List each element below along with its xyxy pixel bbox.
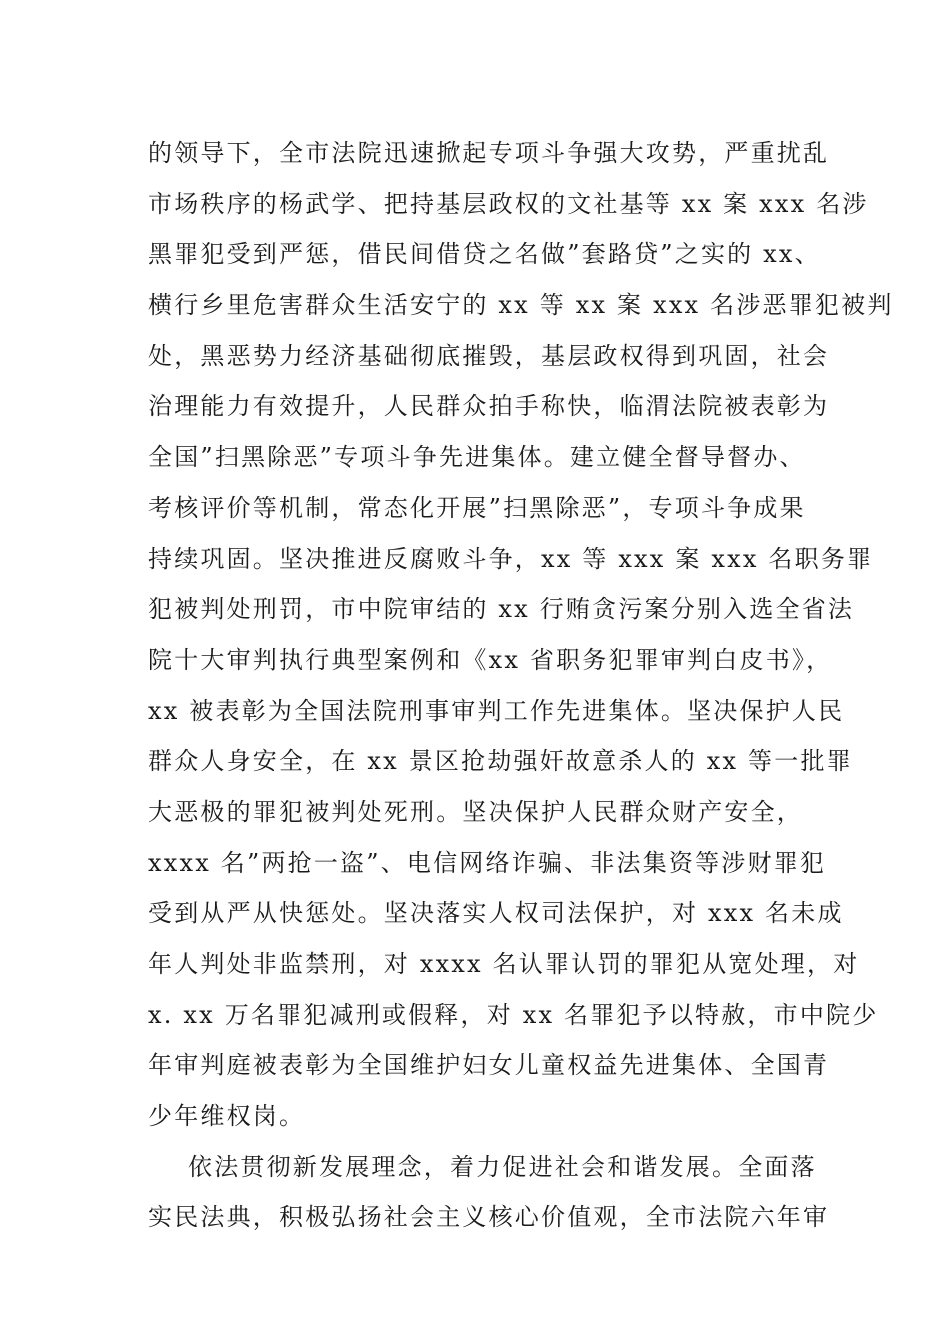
text-line: 大恶极的罪犯被判处死刑。坚决保护人民群众财产安全， xyxy=(148,797,803,826)
text-line: 横行乡里危害群众生活安宁的 xx 等 xx 案 xxx 名涉恶罪犯被判 xyxy=(148,291,894,320)
text-line: 年审判庭被表彰为全国维护妇女儿童权益先进集体、全国青 xyxy=(148,1051,830,1080)
text-line: 黑罪犯受到严惩，借民间借贷之名做”套路贷”之实的 xx、 xyxy=(148,240,821,269)
text-line: 年人判处非监禁刑，对 xxxx 名认罪认罚的罪犯从宽处理，对 xyxy=(148,950,860,978)
text-line: xxxx 名”两抢一盗”、电信网络诈骗、非法集资等涉财罪犯 xyxy=(148,848,827,877)
text-line: 群众人身安全，在 xx 景区抢劫强奸故意杀人的 xx 等一批罪 xyxy=(148,747,853,776)
text-line: 实民法典，积极弘扬社会主义核心价值观，全市法院六年审 xyxy=(148,1203,830,1232)
body-text xyxy=(148,128,894,1243)
text-line: xx 被表彰为全国法院刑事审判工作先进集体。坚决保护人民 xyxy=(148,696,845,725)
text-line: 院十大审判执行典型案例和《xx 省职务犯罪审判白皮书》， xyxy=(148,645,833,674)
text-line: 受到从严从快惩处。坚决落实人权司法保护，对 xxx 名未成 xyxy=(148,899,844,928)
text-line: 市场秩序的杨武学、把持基层政权的文社基等 xx 案 xxx 名涉 xyxy=(148,189,869,218)
text-line: 少年维权岗。 xyxy=(148,1102,306,1131)
text-line: 考核评价等机制，常态化开展”扫黑除恶”，专项斗争成果 xyxy=(148,493,806,522)
text-line: 持续巩固。坚决推进反腐败斗争，xx 等 xxx 案 xxx 名职务罪 xyxy=(148,544,874,573)
text-line: 全国”扫黑除恶”专项斗争先进集体。建立健全督导督办、 xyxy=(148,443,806,472)
text-line: 治理能力有效提升，人民群众拍手称快，临渭法院被表彰为 xyxy=(148,392,830,421)
text-line: 犯被判处刑罚，市中院审结的 xx 行贿贪污案分别入选全省法 xyxy=(148,595,855,624)
text-line: 的领导下，全市法院迅速掀起专项斗争强大攻势，严重扰乱 xyxy=(148,139,830,167)
paragraph-start-line: 依法贯彻新发展理念，着力促进社会和谐发展。全面落 xyxy=(188,1152,817,1181)
text-line: x. xx 万名罪犯减刑或假释，对 xx 名罪犯予以特赦，市中院少 xyxy=(148,1000,879,1029)
text-line: 处，黑恶势力经济基础彻底摧毁，基层政权得到巩固，社会 xyxy=(148,341,830,370)
